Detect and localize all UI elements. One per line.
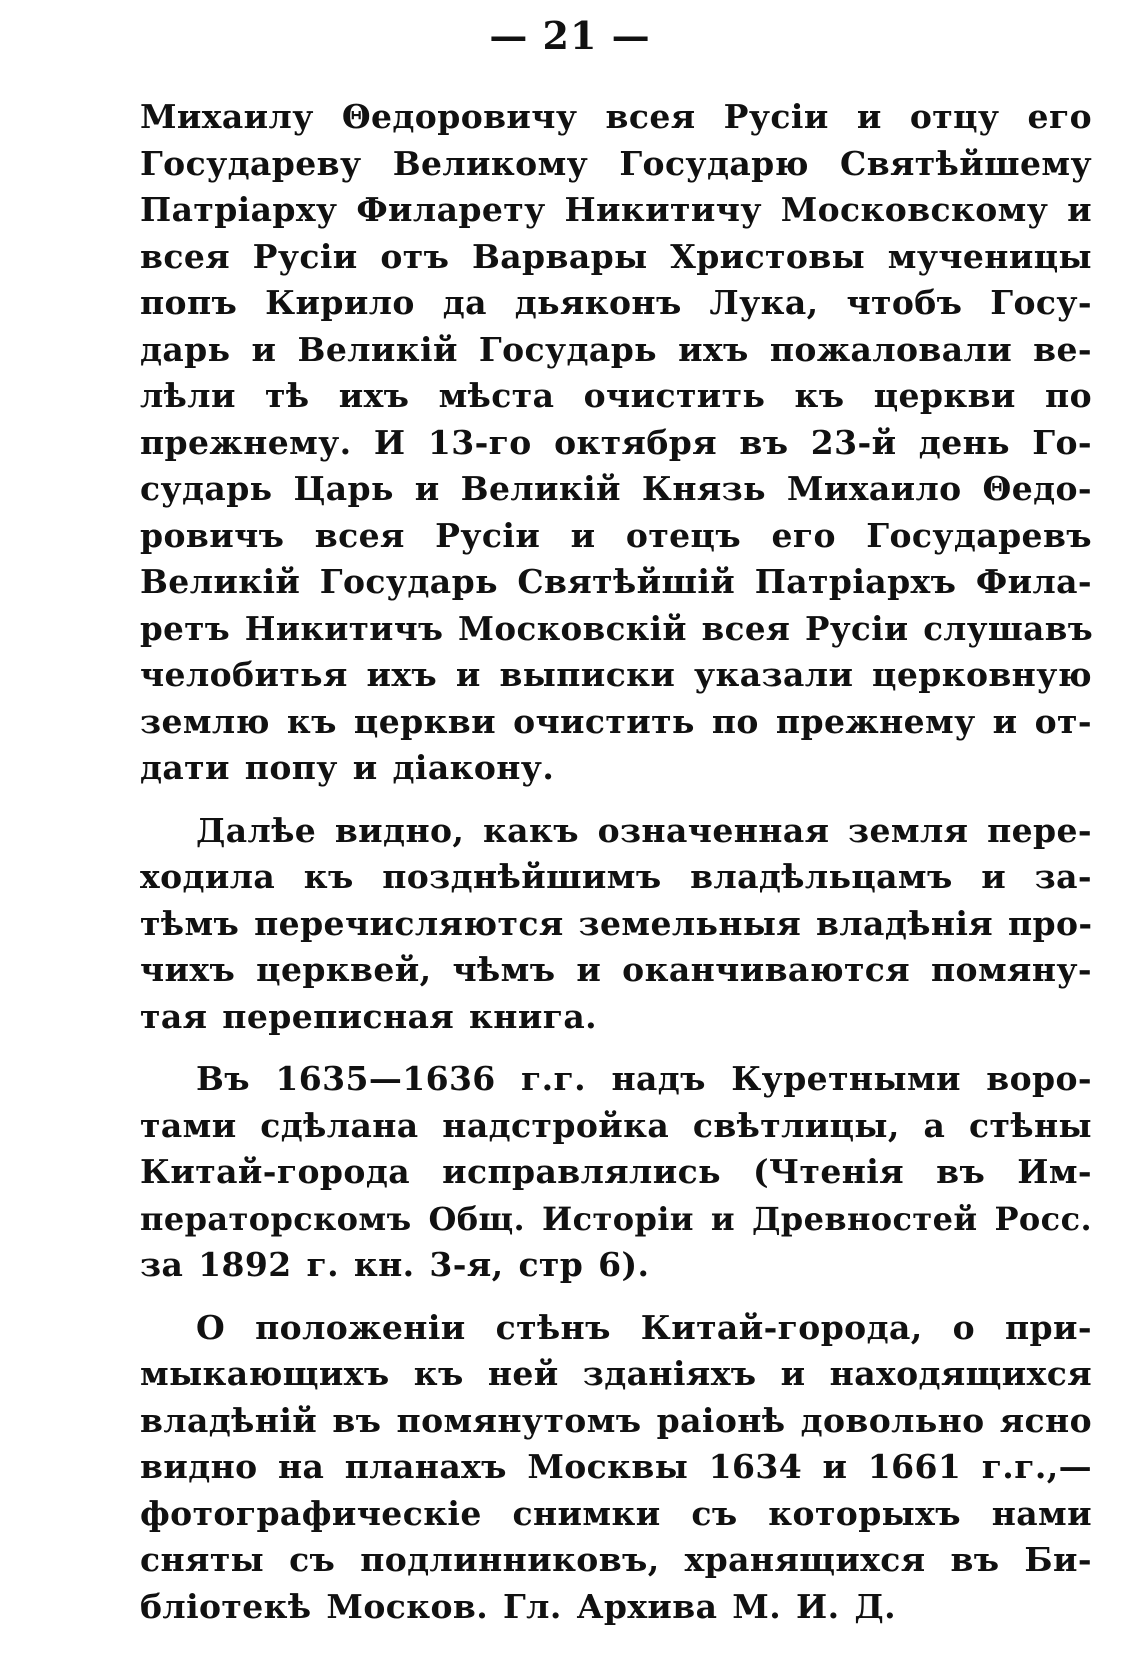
text-line: за 1892 г. кн. 3-я, стр 6).	[140, 1245, 650, 1284]
text-line: Великій Государь Святѣйшій Патріархъ Фила-	[140, 562, 1092, 601]
text-line: ровичъ всея Русіи и отецъ его Государевъ	[140, 515, 1092, 555]
text-line: сударь Царь и Великій Князь Михаило Θедо-	[140, 469, 1092, 508]
page-number: — 21 —	[489, 13, 651, 58]
text-line: дарь и Великій Государь ихъ пожаловали ве-	[140, 329, 1092, 369]
text-line: мыкающихъ къ ней зданіяхъ и находящихся	[140, 1354, 1092, 1393]
text-line: Далѣе видно, какъ означенная земля пере-	[196, 810, 1092, 850]
text-line: Патріарху Филарету Никитичу Московскому и	[140, 190, 1092, 229]
text-line: челобитья ихъ и выписки указали церковную	[140, 655, 1092, 694]
text-line: О положеніи стѣнъ Китай-города, о при-	[196, 1307, 1092, 1347]
paragraph-moscow-plans	[140, 1305, 1092, 1631]
text-line: Михаилу Θедоровичу всея Русіи и отцу его	[140, 97, 1092, 136]
text-line: дати попу и діакону.	[140, 748, 555, 787]
text-line: сняты съ подлинниковъ, хранящихся въ Би-	[140, 1540, 1092, 1579]
text-line: бліотекѣ Москов. Гл. Архива М. И. Д.	[140, 1586, 896, 1626]
text-line: всея Русіи отъ Варвары Христовы мученицы	[140, 236, 1092, 276]
text-line: ператорскомъ Общ. Исторіи и Древностей Росс.	[140, 1199, 1092, 1238]
text-line: Въ 1635—1636 г.г. надъ Куретными воро-	[196, 1059, 1092, 1098]
text-line: тами сдѣлана надстройка свѣтлицы, а стѣны	[140, 1105, 1092, 1145]
text-line: фотографическіе снимки съ которыхъ нами	[140, 1493, 1092, 1533]
paragraph-land-owners	[140, 808, 1092, 1041]
text-line: прежнему. И 13-го октября въ 23-й день Го-	[140, 422, 1092, 462]
text-line: Государеву Великому Государю Святѣйшему	[140, 143, 1092, 183]
text-line: попъ Кирило да дьяконъ Лука, чтобъ Госу-	[140, 283, 1092, 322]
text-line: чихъ церквей, чѣмъ и оканчиваются помяну-	[140, 950, 1092, 989]
text-line: видно на планахъ Москвы 1634 и 1661 г.г.,—	[140, 1447, 1092, 1486]
paragraph-petition	[140, 94, 1092, 792]
text-line: землю къ церкви очистить по прежнему и от-	[140, 701, 1092, 741]
text-line: Китай-города исправлялись (Чтенія въ Им-	[140, 1152, 1092, 1191]
text-line: тая переписная книга.	[140, 996, 597, 1036]
text-line: владѣній въ помянутомъ раіонѣ довольно ясно	[140, 1400, 1092, 1440]
text-line: лѣли тѣ ихъ мѣста очистить къ церкви по	[140, 376, 1092, 415]
paragraph-kuretnye-gate	[140, 1056, 1092, 1289]
text-line: ретъ Никитичъ Московскій всея Русіи слушавъ	[140, 608, 1094, 648]
text-line: ходила къ позднѣйшимъ владѣльцамъ и за-	[140, 857, 1092, 896]
page-body	[140, 94, 1092, 1630]
text-line: тѣмъ перечисляются земельныя владѣнія про-	[140, 903, 1093, 943]
